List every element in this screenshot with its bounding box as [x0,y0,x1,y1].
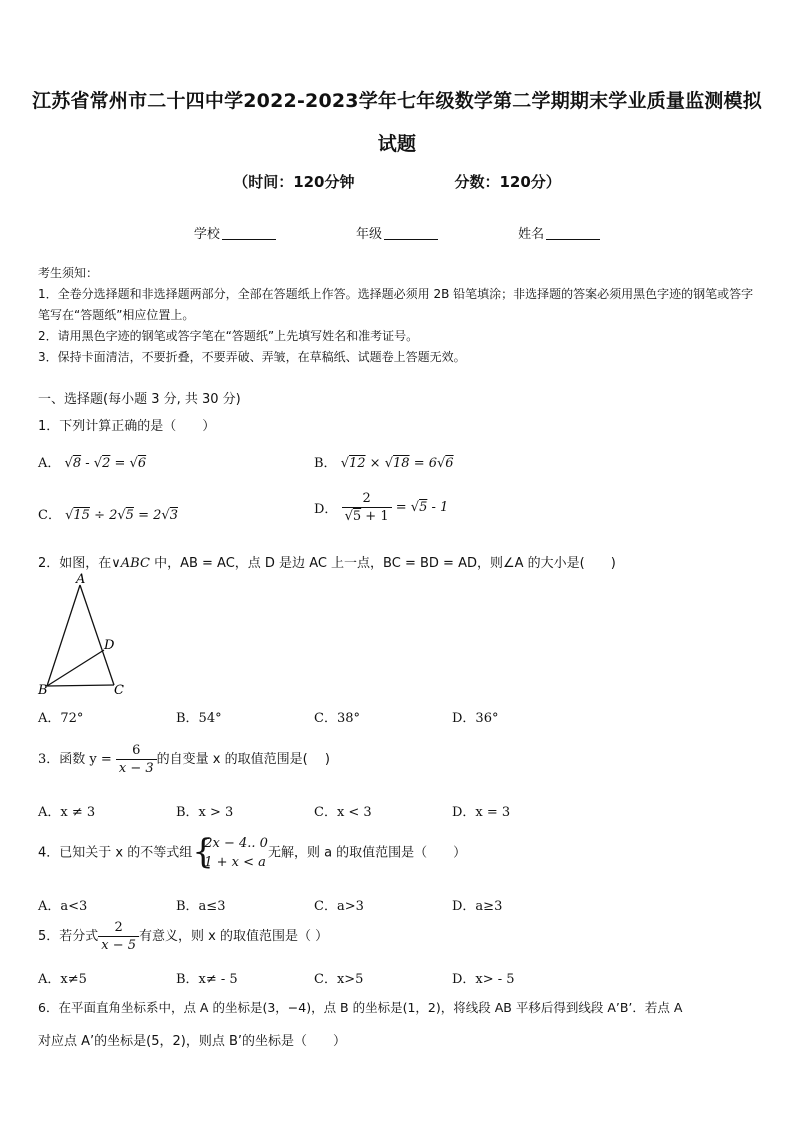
question-1-option-a: A． √8 - √2 = √6 [38,456,147,471]
question-2-option-b: B．54° [176,711,222,726]
segment-bd [47,650,104,686]
point-label-d: D [104,638,115,653]
side-bc [47,685,114,686]
question-5-option-d: D．x> - 5 [452,972,515,987]
exam-score: 分数：120分） [454,173,561,191]
section-heading: 一、选择题(每小题 3 分, 共 30 分) [38,392,241,407]
notice-item: 3．保持卡面清洁，不要折叠，不要弄破、弄皱，在草稿纸、试题卷上答题无效。 [38,350,466,364]
question-3-option-d: D．x = 3 [452,805,511,820]
question-6-line-2: 对应点 A’的坐标是(5，2)，则点 B’的坐标是（ ） [38,1034,347,1049]
school-field: 学校 [194,223,276,242]
inequality-system: { 2x − 4.. 0 1 + x < a [192,832,268,872]
notice-heading: 考生须知： [38,266,99,280]
notice-item: 1．全卷分选择题和非选择题两部分，全部在答题纸上作答。选择题必须用 2B 铅笔填涂；非选择题的答案必须用黑色字迹的钢笔或答字笔写在“答题纸”相应位置上。 [38,287,754,322]
question-1-option-c: C． √15 ÷ 2√5 = 2√3 [38,508,178,523]
vertex-label-b: B [38,683,48,698]
sqrt-expr: √8 - √2 = √6 [64,456,147,471]
question-4-option-b: B．a≤3 [176,899,226,914]
question-3-stem: 3．函数 y = $\frac{6}{x - 3}$ 的自变量 x 的取值范围是( ) [38,743,330,776]
question-5-option-a: A．x≠5 [38,972,87,987]
triangle-figure [36,572,136,700]
question-2-option-d: D．36° [452,711,499,726]
question-4-option-c: C．a>3 [314,899,364,914]
page-title: 江苏省常州市二十四中学2022-2023学年七年级数学第二学期期末学业质量监测模拟 [32,90,762,112]
question-2-option-c: C．38° [314,711,360,726]
question-2-option-a: A．72° [38,711,84,726]
question-3-option-b: B．x > 3 [176,805,234,820]
question-1-stem: 1．下列计算正确的是（ ） [38,419,216,434]
question-4-option-d: D．a≥3 [452,899,503,914]
vertex-label-a: A [76,572,86,587]
notice-item: 2．请用黑色字迹的钢笔或答字笔在“答题纸”上先填写姓名和准考证号。 [38,329,419,343]
question-2-stem: 2．如图，在∨ABC 中，AB = AC，点 D 是边 AC 上一点，BC = BD = AD，则∠A 的大小是( ) [38,556,616,571]
side-ac [80,585,114,685]
question-1-option-b: B． √12 × √18 = 6√6 [314,456,454,471]
notice-body [38,284,760,368]
grade-blank[interactable] [384,226,438,240]
name-field: 姓名 [518,223,600,242]
student-info-row [0,223,794,242]
question-6-line-1: 6．在平面直角坐标系中，点 A 的坐标是(3，−4)，点 B 的坐标是(1，2)，将线段 AB 平移后得到线段 A’B’．若点 A [38,1000,683,1015]
question-1-option-d: D． $\frac{2}{√5 + 1}$ = √5 - 1 [314,491,449,524]
school-blank[interactable] [222,226,276,240]
grade-field: 年级 [356,223,438,242]
fraction: $\frac{2}{√5 + 1}$ [342,490,392,525]
fraction: $\frac{6}{x - 3}$ [116,742,157,777]
exam-time-score [0,171,794,192]
question-5-stem: 5．若分式 $\frac{2}{x - 5}$ 有意义，则 x 的取值范围是（ ） [38,920,329,953]
exam-time: （时间：120分钟 [233,173,355,191]
question-5-option-b: B．x≠ - 5 [176,972,238,987]
name-blank[interactable] [546,226,600,240]
fraction: $\frac{2}{x - 5}$ [98,919,139,954]
question-3-option-c: C．x < 3 [314,805,372,820]
vertex-label-c: C [114,683,124,698]
side-ab [47,585,80,686]
question-4-stem: 4．已知关于 x 的不等式组 { 2x − 4.. 0 1 + x < a 无解，则 a 的取值范围是（ ） [38,832,467,872]
question-4-option-a: A．a<3 [38,899,88,914]
page-title-continued: 试题 [377,133,417,155]
question-3-option-a: A．x ≠ 3 [38,805,96,820]
question-5-option-c: C．x>5 [314,972,364,987]
